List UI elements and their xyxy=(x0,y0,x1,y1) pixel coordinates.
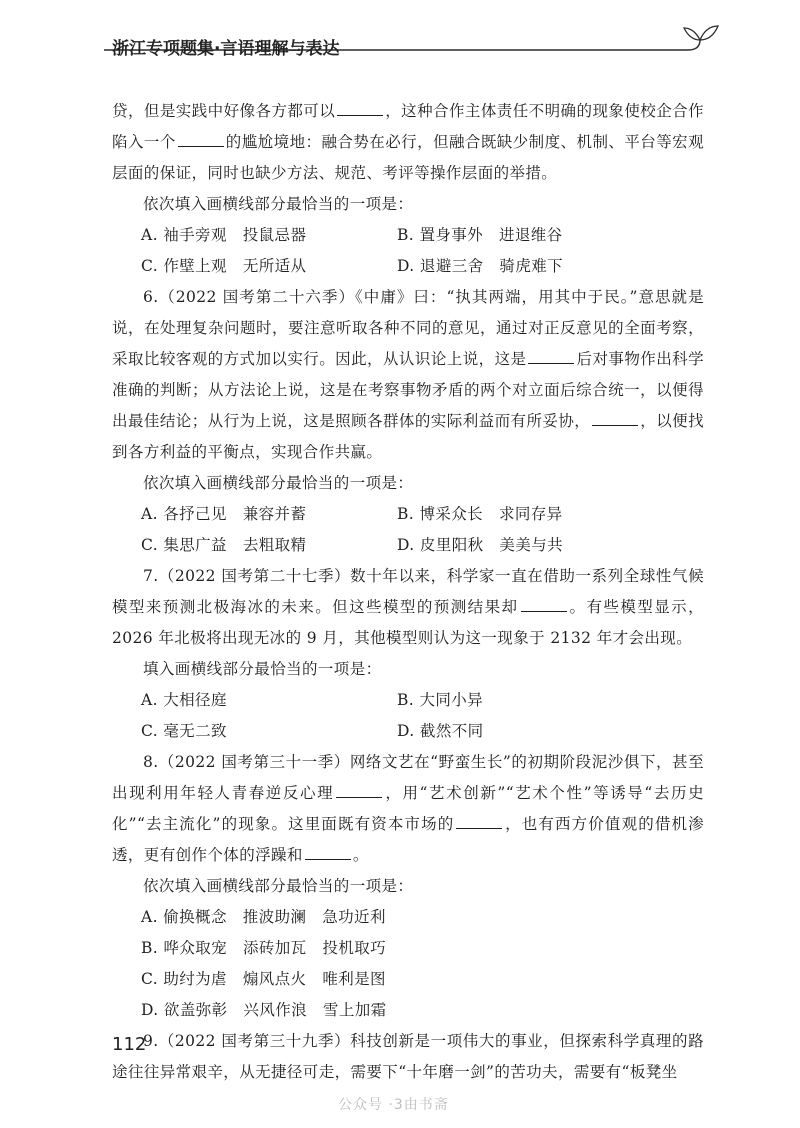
question-stem: 6.（2022 国考第二十六季）《中庸》曰：“执其两端，用其中于民。”意思就是说，在处理复杂问题时，要注意听取各种不同的意见，通过对正反意见的全面考察，采取比较客观的方式加以实行。因此，从认识论上说，这是 后对事物作出科学准确的判断；从方法论上说，这是在考察事物矛盾的两个对立面后综合统一，以便得出最佳结论；从行为上说，这是照顾各群体的实际利益而有所妥协， ，以便找到各方利益的平衡点，实现合作共赢。 xyxy=(112,288,704,461)
sprout-leaf-icon xyxy=(684,26,718,40)
page-content xyxy=(112,96,704,1088)
option-list xyxy=(112,220,704,282)
question-9 xyxy=(112,1026,704,1088)
option-c: C. 集思广益 去粗取精 xyxy=(141,536,307,554)
option-b: B. 大同小异 xyxy=(397,691,484,709)
option-a: A. 偷换概念 推波助澜 急功近利 xyxy=(141,908,386,926)
fill-blank xyxy=(592,411,638,426)
question-stem: 9.（2022 国考第三十九季）科技创新是一项伟大的事业，但探索科学真理的路途往往异常艰辛，从无捷径可走，需要下“十年磨一剑”的苦功夫，需要有“板凳坐 xyxy=(112,1032,704,1081)
fill-blank xyxy=(337,101,383,116)
question-6 xyxy=(112,282,704,561)
question-stem: 8.（2022 国考第三十一季）网络文艺在“野蛮生长”的初期阶段泥沙俱下，甚至出现利用年轻人青春逆反心理 ，用“艺术创新”“艺术个性”等诱导“去历史化”“去主流化”的现象。这里面既有资本市场的 ，也有西方价值观的借机渗透，更有创作个体的浮躁和 。 xyxy=(112,753,704,864)
fill-blank xyxy=(528,349,574,364)
question-prompt: 依次填入画横线部分最恰当的一项是： xyxy=(143,195,414,213)
fill-blank xyxy=(336,783,382,798)
question-prompt: 依次填入画横线部分最恰当的一项是： xyxy=(143,877,414,895)
option-list xyxy=(112,499,704,561)
book-title: 浙江专项题集·言语理解与表达 xyxy=(112,39,340,59)
question-7 xyxy=(112,561,704,747)
option-b: B. 哗众取宠 添砖加瓦 投机取巧 xyxy=(141,939,387,957)
fill-blank xyxy=(456,814,502,829)
option-c: C. 助纣为虐 煽风点火 唯利是图 xyxy=(141,970,386,988)
question-8 xyxy=(112,747,704,1026)
watermark: 公众号 ·3由书斋 xyxy=(338,1097,449,1113)
option-d: D. 欲盖弥彰 兴风作浪 雪上加霜 xyxy=(141,1001,387,1019)
option-d: D. 皮里阳秋 美美与共 xyxy=(397,536,564,554)
question-stem: 7.（2022 国考第二十七季）数十年以来，科学家一直在借助一系列全球性气候模型来预测北极海冰的未来。但这些模型的预测结果却 。有些模型显示，2026 年北极将出现无冰的 9 月，其他模型则认为这一现象于 2132 年才会出现。 xyxy=(112,567,704,647)
option-a: A. 大相径庭 xyxy=(141,691,227,709)
option-b: B. 博采众长 求同存异 xyxy=(397,505,563,523)
option-b: B. 置身事外 进退维谷 xyxy=(397,226,563,244)
option-c: C. 毫无二致 xyxy=(141,722,227,740)
question-5-continuation xyxy=(112,96,704,282)
option-a: A. 各抒己见 兼容并蓄 xyxy=(141,505,307,523)
fill-blank xyxy=(305,845,351,860)
question-prompt: 依次填入画横线部分最恰当的一项是： xyxy=(143,474,414,492)
fill-blank xyxy=(178,132,224,147)
option-d: D. 退避三舍 骑虎难下 xyxy=(397,257,564,275)
option-a: A. 袖手旁观 投鼠忌器 xyxy=(141,226,307,244)
fill-blank xyxy=(521,597,567,612)
page-number: 112 xyxy=(112,1034,147,1055)
option-list xyxy=(112,685,704,747)
question-prompt: 填入画横线部分最恰当的一项是： xyxy=(143,660,382,678)
option-c: C. 作壁上观 无所适从 xyxy=(141,257,307,275)
question-stem: 贷，但是实践中好像各方都可以 ，这种合作主体责任不明确的现象使校企合作陷入一个 的尴尬境地：融合势在必行，但融合既缺少制度、机制、平台等宏观层面的保证，同时也缺少方法、规范、考评等操作层面的举措。 xyxy=(112,102,704,182)
option-list xyxy=(112,902,704,1026)
option-d: D. 截然不同 xyxy=(397,722,484,740)
